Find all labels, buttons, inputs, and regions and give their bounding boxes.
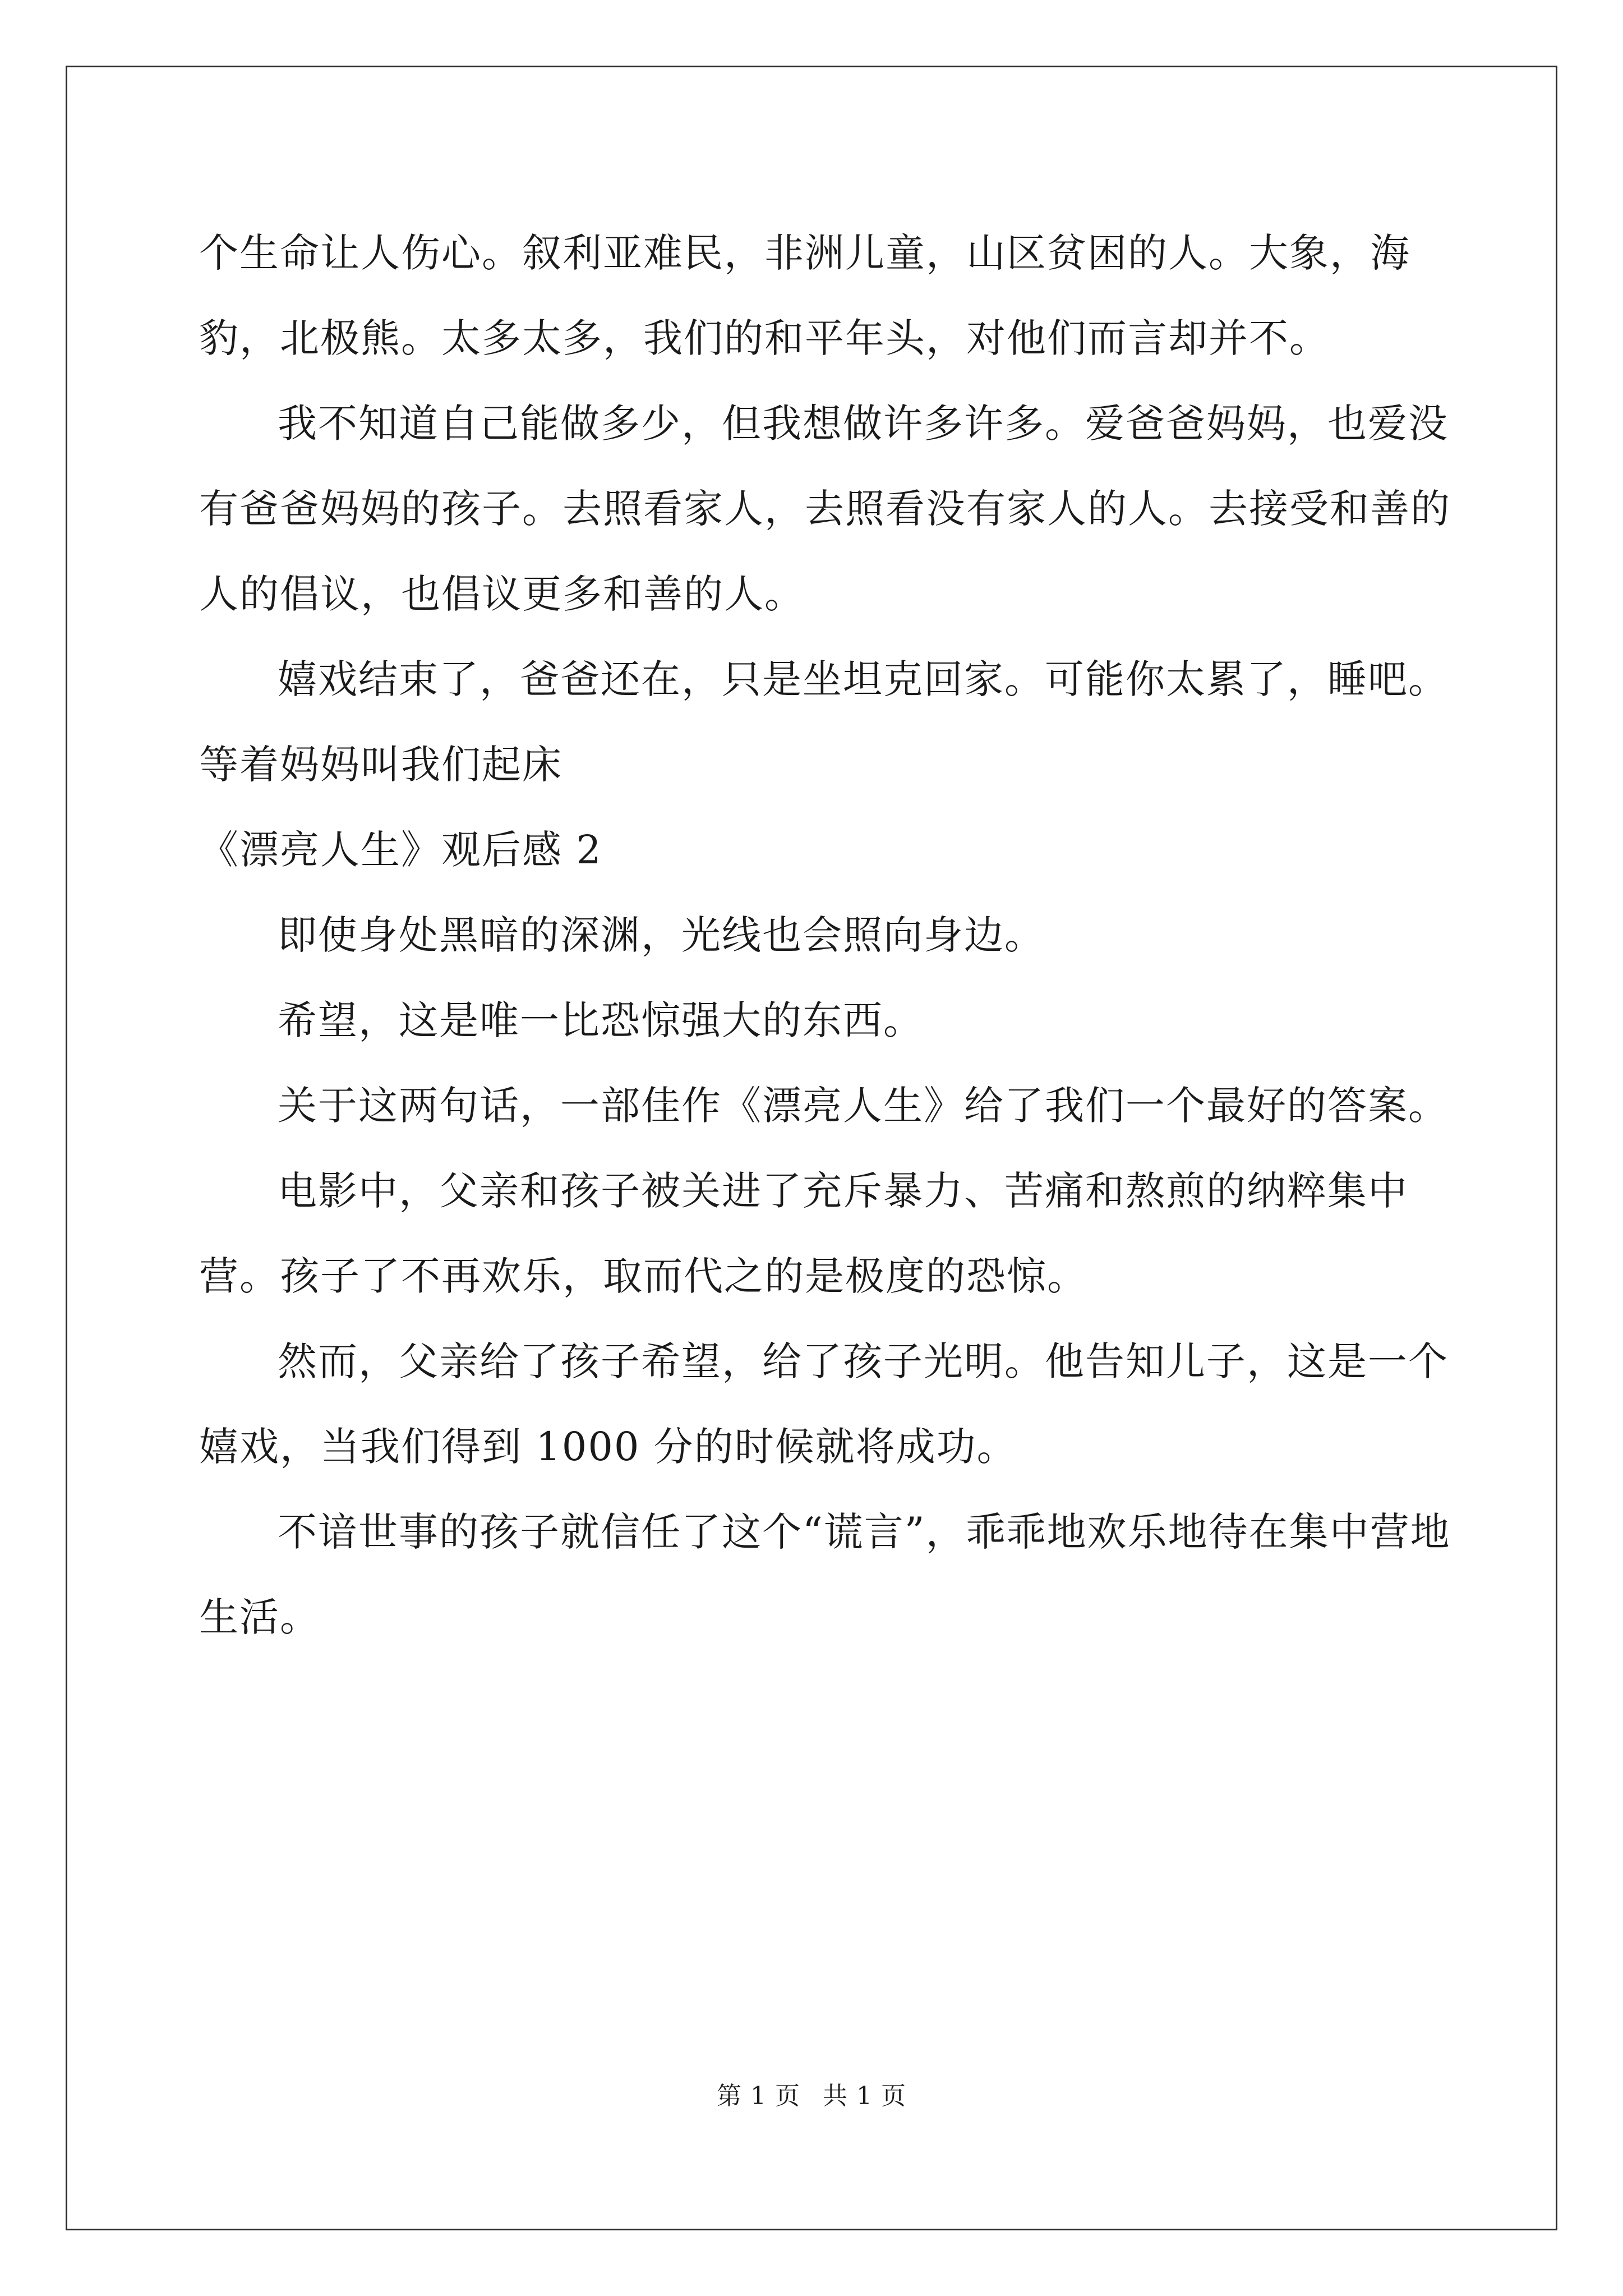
paragraph: 希望，这是唯一比恐惊强大的东西。 <box>278 997 924 1043</box>
paragraph: 不谙世事的孩子就信任了这个“谎言”，乖乖地欢乐地待在集中营地生活。 <box>199 1509 1451 1640</box>
paragraph: 然而，父亲给了孩子希望，给了孩子光明。他告知儿子，这是一个嬉戏，当我们得到 1000 分的时候就将成功。 <box>199 1338 1449 1470</box>
paragraph: 关于这两句话，一部佳作《漂亮人生》给了我们一个最好的答案。 <box>278 1083 1449 1129</box>
paragraph: 嬉戏结束了，爸爸还在，只是坐坦克回家。可能你太累了，睡吧。 <box>278 656 1449 702</box>
section-heading: 《漂亮人生》观后感 2 <box>199 827 602 873</box>
page-number: 第 1 页 <box>717 2082 800 2110</box>
document-body <box>199 210 1461 1660</box>
paragraph: 即使身处黑暗的深渊，光线也会照向身边。 <box>278 912 1045 958</box>
paragraph: 电影中，父亲和孩子被关进了充斥暴力、苦痛和熬煎的纳粹集中营。孩子了不再欢乐，取而代之的是极度的恐惊。 <box>199 1168 1408 1299</box>
paragraph: 等着妈妈叫我们起床 <box>199 742 562 788</box>
paragraph: 我不知道自己能做多少，但我想做许多许多。爱爸爸妈妈，也爱没有爸爸妈妈的孩子。去照看家人，去照看没有家人的人。去接受和善的人的倡议，也倡议更多和善的人。 <box>199 401 1451 617</box>
page-footer <box>0 2076 1623 2111</box>
paragraph: 个生命让人伤心。叙利亚难民，非洲儿童，山区贫困的人。大象，海豹，北极熊。太多太多，我们的和平年头，对他们而言却并不。 <box>199 230 1410 361</box>
page-total: 共 1 页 <box>823 2082 906 2110</box>
